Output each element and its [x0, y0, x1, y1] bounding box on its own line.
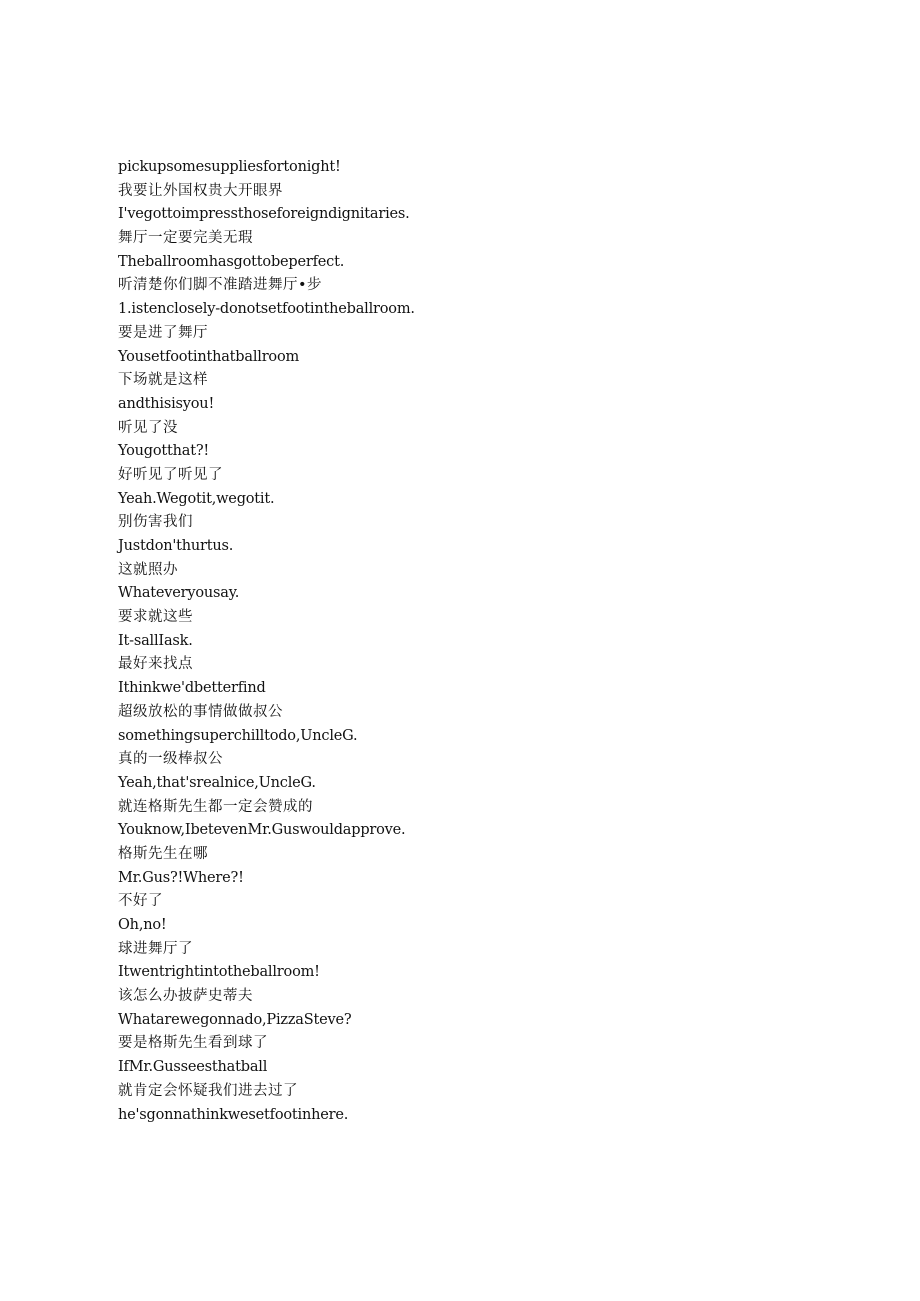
subtitle-line-chinese: 别伤害我们	[118, 514, 193, 531]
subtitle-line-english: Yougotthat?!	[118, 443, 210, 460]
subtitle-line-english: Yeah,that'srealnice,UncleG.	[118, 774, 316, 791]
subtitle-line-chinese: 下场就是这样	[118, 372, 208, 389]
subtitle-line-english: Theballroomhasgottobeperfect.	[118, 253, 345, 270]
subtitle-line-chinese: 舞厅一定要完美无瑕	[118, 230, 253, 247]
subtitle-line-english: pickupsomesuppliesfortonight!	[118, 159, 341, 175]
subtitle-line-english: Ithinkwe'dbetterfind	[118, 680, 266, 697]
subtitle-line-chinese: 真的一级棒叔公	[118, 751, 223, 768]
subtitle-line-english: Youknow,IbetevenMr.Guswouldapprove.	[118, 822, 406, 839]
subtitle-line-chinese: 球进舞厅了	[118, 940, 193, 957]
subtitle-line-chinese: 要求就这些	[118, 609, 193, 626]
subtitle-line-english: 1.istenclosely-donotsetfootintheballroom.	[118, 301, 415, 318]
subtitle-line-chinese: 不好了	[118, 893, 163, 910]
subtitle-line-english: IfMr.Gusseesthatball	[118, 1059, 268, 1076]
subtitle-line-english: somethingsuperchilltodo,UncleG.	[118, 727, 358, 744]
subtitle-line-chinese: 要是进了舞厅	[118, 324, 208, 341]
subtitle-line-english: Justdon'thurtus.	[118, 538, 234, 554]
subtitle-line-chinese: 超级放松的事情做做叔公	[118, 703, 283, 720]
subtitle-line-chinese: 好听见了听见了	[118, 466, 223, 483]
subtitle-line-english: It-sallIask.	[118, 632, 193, 649]
subtitle-line-english: Mr.Gus?!Where?!	[118, 869, 244, 886]
subtitle-line-english: Whatarewegonnado,PizzaSteve?	[118, 1011, 352, 1028]
subtitle-line-english: I'vegottoimpressthoseforeigndignitaries.	[118, 206, 410, 223]
subtitle-line-english: Oh,no!	[118, 917, 167, 933]
subtitle-line-english: Yousetfootinthatballroom	[118, 348, 300, 365]
subtitle-line-chinese: 就肯定会怀疑我们进去过了	[118, 1082, 298, 1099]
subtitle-line-chinese: 格斯先生在哪	[118, 845, 208, 862]
subtitle-line-english: he'sgonnathinkwesetfootinhere.	[118, 1106, 349, 1123]
subtitle-line-chinese: 听见了没	[118, 419, 178, 436]
subtitle-line-chinese: 这就照办	[118, 561, 178, 578]
subtitle-line-chinese: 我要让外国权贵大开眼界	[118, 182, 283, 199]
transcript-text-block	[118, 156, 818, 1127]
subtitle-line-chinese: 要是格斯先生看到球了	[118, 1035, 268, 1052]
subtitle-line-english: andthisisyou!	[118, 395, 215, 412]
subtitle-line-chinese: 最好来找点	[118, 656, 193, 673]
subtitle-line-english: Yeah.Wegotit,wegotit.	[118, 490, 275, 507]
subtitle-line-chinese: 该怎么办披萨史蒂夫	[118, 988, 253, 1005]
subtitle-line-chinese: 听清楚你们脚不准踏进舞厅•步	[118, 277, 323, 294]
subtitle-line-chinese: 就连格斯先生都一定会赞成的	[118, 798, 313, 815]
subtitle-line-english: Whateveryousay.	[118, 585, 240, 602]
subtitle-line-english: Itwentrightintotheballroom!	[118, 964, 320, 981]
